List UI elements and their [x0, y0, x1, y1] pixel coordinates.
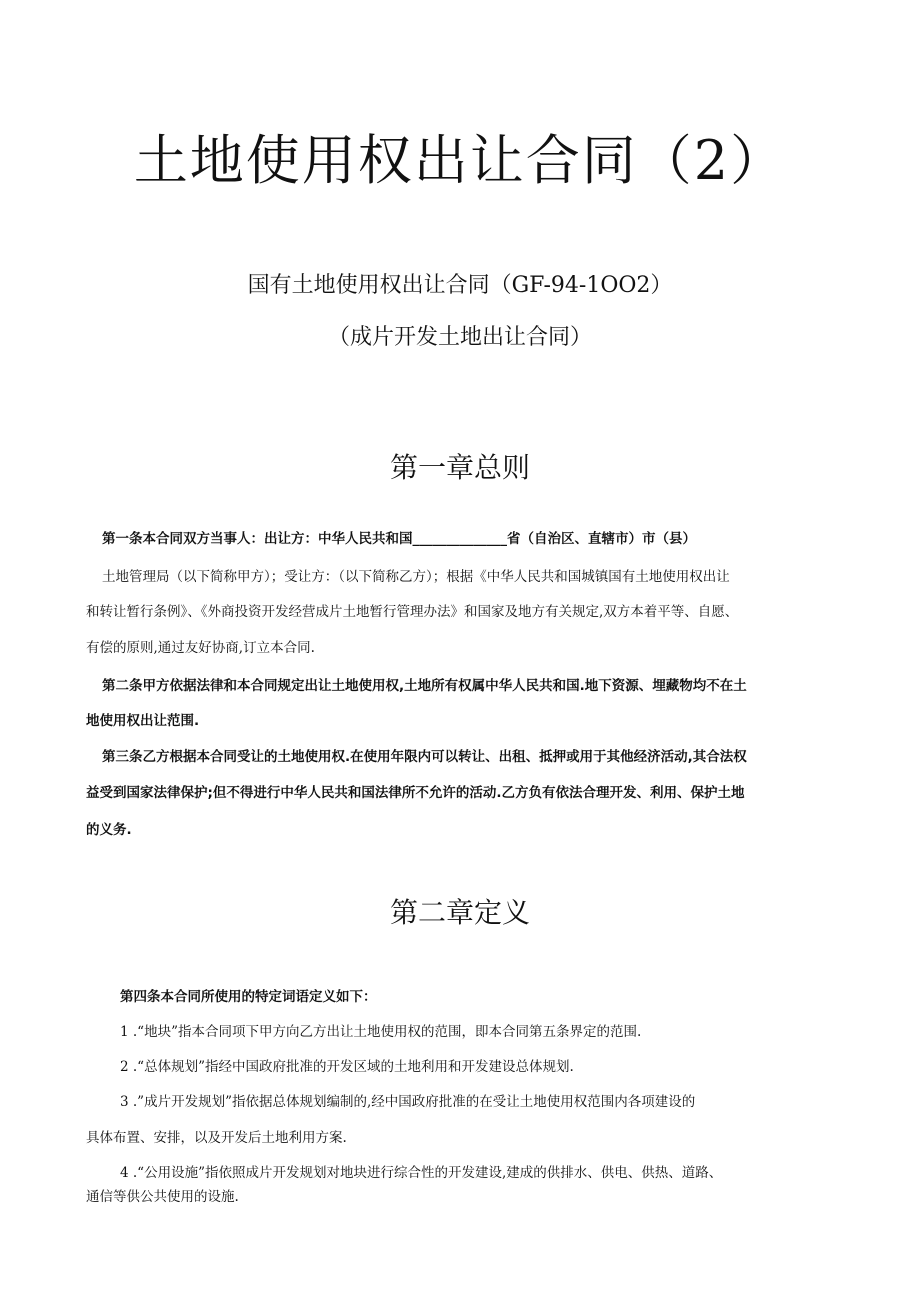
article-4-line: 第四条本合同所使用的特定词语定义如下： — [120, 989, 377, 1005]
definition-item: 1 .“地块”指本合同项下甲方向乙方出让土地使用权的范围，即本合同第五条界定的范围. — [120, 1024, 642, 1040]
article-3-line: 第三条乙方根据本合同受让的土地使用权.在使用年限内可以转让、出租、抵押或用于其他经济活动,其合法权 — [102, 749, 747, 765]
article-1-line: 有偿的原则,通过友好协商,订立本合同. — [86, 640, 315, 656]
article-1-line: 第一条本合同双方当事人：出让方：中华人民共和国______________省（自治区、直辖市）市（县） — [102, 531, 696, 547]
article-3-line: 益受到国家法律保护;但不得进行中华人民共和国法律所不允许的活动.乙方负有依法合理开发、利用、保护土地 — [86, 785, 745, 801]
chapter-2-heading: 第二章定义 — [389, 896, 530, 929]
definition-item: 4 .“公用设施”指依照成片开发规划对地块进行综合性的开发建设,建成的供排水、供电、供热、道路、 — [120, 1165, 723, 1181]
definition-item: 具体布置、安排，以及开发后土地利用方案. — [86, 1130, 347, 1146]
article-1-line: 和转让暂行条例》、《外商投资开发经营成片土地暂行管理办法》和国家及地方有关规定,双方本着平等、自愿、 — [86, 604, 739, 620]
document-subtitle: 国有土地使用权出让合同（GF-94-1OO2） — [247, 273, 673, 298]
document-subtitle-note: （成片开发土地出让合同） — [327, 325, 592, 350]
definition-item: 3 .”成片开发规划”指依据总体规划编制的,经中国政府批准的在受让土地使用权范围内各项建设的 — [120, 1094, 696, 1110]
article-2-line: 第二条甲方依据法律和本合同规定出让土地使用权,土地所有权属中华人民共和国.地下资源、埋藏物均不在土 — [102, 678, 747, 694]
chapter-1-heading: 第一章总则 — [389, 451, 530, 484]
article-3-line: 的义务. — [86, 822, 132, 838]
definition-item: 2 .“总体规划”指经中国政府批准的开发区域的土地利用和开发建设总体规划. — [120, 1059, 574, 1075]
document-title: 土地使用权出让合同（2） — [133, 129, 787, 192]
article-2-line: 地使用权出让范围. — [86, 713, 200, 729]
definition-item: 通信等供公共使用的设施. — [86, 1189, 239, 1205]
article-1-line: 土地管理局（以下简称甲方）；受让方：（以下简称乙方）；根据《中华人民共和国城镇国有土地使用权出让 — [102, 569, 730, 585]
